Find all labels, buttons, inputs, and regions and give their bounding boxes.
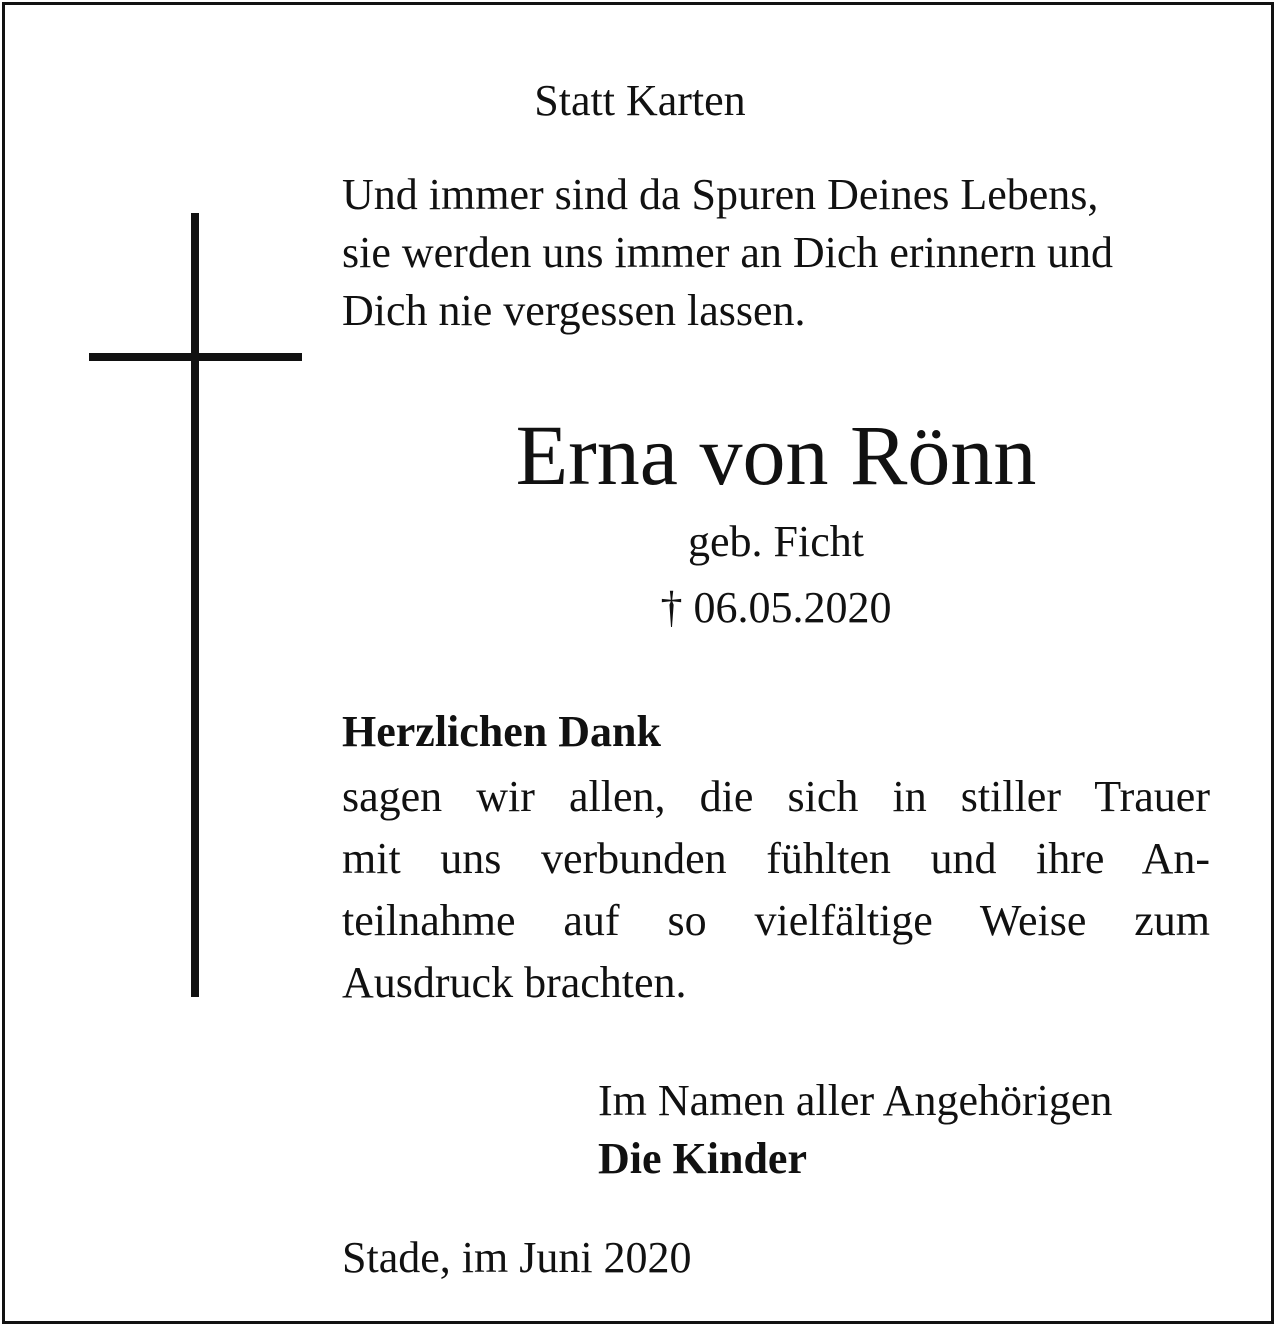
- death-date: † 06.05.2020: [660, 583, 892, 632]
- signoff-signature: Die Kinder: [598, 1134, 807, 1183]
- thanks-line: sagen wir allen, die sich in stiller Trauer: [342, 772, 1210, 821]
- header-statt-karten: Statt Karten: [534, 76, 746, 125]
- thanks-line: mit uns verbunden fühlten und ihre An-: [342, 834, 1210, 883]
- verse-line: Dich nie vergessen lassen.: [342, 286, 806, 335]
- deceased-name: Erna von Rönn: [515, 407, 1037, 503]
- verse-line: sie werden uns immer an Dich erinnern und: [342, 228, 1113, 277]
- thanks-line: teilnahme auf so vielfältige Weise zum: [342, 896, 1210, 945]
- thanks-title: Herzlichen Dank: [342, 707, 661, 756]
- signoff: [598, 1072, 1112, 1188]
- cross-horizontal-beam: [89, 353, 302, 361]
- verse-line: Und immer sind da Spuren Deines Lebens,: [342, 170, 1099, 219]
- birth-name: geb. Ficht: [688, 517, 864, 566]
- place-date: Stade, im Juni 2020: [342, 1233, 692, 1282]
- thanks-line: Ausdruck brachten.: [342, 958, 687, 1007]
- verse: [342, 166, 1222, 340]
- thanks-text: [342, 766, 1210, 1014]
- cross-vertical-beam: [191, 213, 199, 997]
- signoff-line: Im Namen aller Angehörigen: [598, 1076, 1113, 1125]
